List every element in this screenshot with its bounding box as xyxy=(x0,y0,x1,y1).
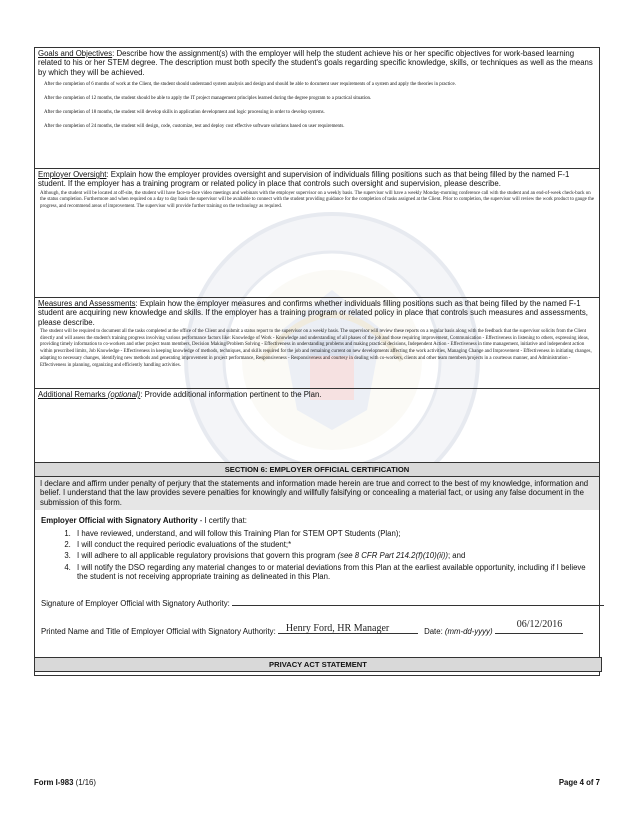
date-field[interactable] xyxy=(495,618,583,634)
goals-heading: Goals and Objectives xyxy=(38,49,113,58)
certification-item-2: 2. I will conduct the required periodic evaluations of the student;* xyxy=(73,540,593,549)
measures-heading: Measures and Assessments xyxy=(38,299,136,308)
oversight-section xyxy=(34,168,600,297)
printed-name-label: Printed Name and Title of Employer Official with Signatory Authority: xyxy=(41,627,276,637)
oversight-question xyxy=(35,169,599,191)
measures-answer[interactable]: The student will be required to document all the tasks completed at the office of the Client and submit a status report to the supervisor on a weekly basis. The supervisor will review these reports on a regular basis along with the feedback that the supervisor solicits from the Client directly and will assess the student's training progress involving various performance factors like: Knowledge of Work - Knowledge and understanding of all phases of the job and those requiring improvement, Communication - Effectiveness in listening to others, expressing ideas, providing timely information to co-workers and other project team members, Decision Making/Problem Solving - Effectiveness in understanding problems and making practical decisions, Independent Action - Effectiveness in time management, initiative and independent action within prescribed limits, Job Knowledge - Effectiveness in keeping knowledge of methods, techniques, and skills required for the job and remaining current on new developments affecting the work activities, Managing Change and Improvement - Effectiveness in initiating changes, adapting to necessary changes, identifying new methods and generating improvement in project performance, Responsiveness - Responsiveness and courtesy in dealing with co-workers, clients and other team members/projects in a courteous manner, and Administration - Effectiveness in planning, organizing and efficiently handling activities. xyxy=(40,328,592,368)
form-body xyxy=(34,47,600,676)
printed-name-field[interactable] xyxy=(278,622,418,634)
goals-plan-2: After the completion of 12 months, the student should be able to apply the IT project management principles learned during the degree program to a practical situation. xyxy=(44,95,372,101)
signatory-lead: Employer Official with Signatory Authority - I certify that: xyxy=(41,516,247,526)
privacy-act-header: PRIVACY ACT STATEMENT xyxy=(34,657,602,672)
remarks-section[interactable] xyxy=(34,388,600,462)
section6-declaration: I declare and affirm under penalty of perjury that the statements and information made herein are true and correct to the best of my knowledge, information and belief. I understand that the law provides severe penalties for knowingly and willfully falsifying or concealing a material fact, or using any false document in the submission of this form. xyxy=(35,477,599,510)
signature-label: Signature of Employer Official with Signatory Authority: xyxy=(41,598,230,608)
date-format: (mm-dd-yyyy) xyxy=(444,627,493,637)
date-label: Date: xyxy=(424,627,443,637)
oversight-answer[interactable]: Although, the student will be located at off-site, the student will have face-to-face video meetings and webinars with the employer supervisor on a weekly basis. The supervisor will have a weekly Monday-morning conference call with the student and an end-of-week check-back on the status completion. Furthermore and when required on a day to day basis the supervisor will be available to connect with the student providing guidance for the completion of tasks assigned at the Client. Prior to completion, the supervisor will review the work product to gauge the progress, and recommend areas of improvement. The supervisor will provide further training on the technology as required. xyxy=(40,190,595,210)
measures-section xyxy=(34,297,600,388)
remarks-question xyxy=(35,389,599,401)
goals-plan-3: After the completion of 18 months, the student will develop skills in application development and logic processing in order to develop systems. xyxy=(44,109,325,115)
page-number: Page 4 of 7 xyxy=(558,778,600,787)
printed-name-line xyxy=(41,618,593,637)
goals-plan-1: After the completion of 6 months of work at the Client, the student should understand system analysis and design and should be able to document user requirements of a system and apply the theories in practice. xyxy=(44,81,456,87)
printed-name-value: Henry Ford, HR Manager xyxy=(285,622,390,634)
form-number: Form I-983 (1/16) xyxy=(34,778,96,787)
certification-item-3: 3. I will adhere to all applicable regulatory provisions that govern this program (see 8 CFR Part 214.2(f)(10)(ii)); and xyxy=(73,551,593,560)
remarks-heading: Additional Remarks (optional) xyxy=(38,390,141,399)
remarks-question-text: : Provide additional information pertinent to the Plan. xyxy=(140,390,322,399)
certification-item-4: 4. I will notify the DSO regarding any material changes to or material deviations from this Plan at the earliest available opportunity, including if I believe the student is not receiving appropriate training as delineated in this Plan. xyxy=(73,563,593,582)
goals-question xyxy=(35,48,599,79)
signature-field[interactable] xyxy=(232,598,604,606)
section6 xyxy=(34,462,600,676)
section6-title: SECTION 6: EMPLOYER OFFICIAL CERTIFICATION xyxy=(35,463,599,477)
oversight-heading: Employer Oversight xyxy=(38,170,107,179)
measures-question xyxy=(35,298,599,329)
goals-question-text: : Describe how the assignment(s) with the employer will help the student achieve his or her specific objectives for work-based learning related to his or her STEM degree. The description must both specify the student's goals regarding specific knowledge, skills, or techniques as well as the means by which they will be achieved. xyxy=(38,49,593,77)
certification-list xyxy=(41,529,593,582)
goals-section xyxy=(34,47,600,168)
date-value: 06/12/2016 xyxy=(516,618,563,630)
certification-item-1: 1. I have reviewed, understand, and will follow this Training Plan for STEM OPT Students (Plan); xyxy=(73,529,593,538)
signatory-block xyxy=(35,510,599,640)
signature-line xyxy=(41,598,593,608)
oversight-question-text: : Explain how the employer provides oversight and supervision of individuals filling positions such as that being filled by the named F-1 student. If the employer has a training program or related policy in place that controls such oversight and supervision, please describe. xyxy=(38,170,570,189)
goals-plan-4: After the completion of 24 months, the student will design, code, customize, test and deploy cost effective software solutions based on user requirements. xyxy=(44,123,345,129)
goals-answer[interactable] xyxy=(35,79,599,135)
measures-question-text: : Explain how the employer measures and confirms whether individuals filling positions such as that being filled by the named F-1 student are acquiring new knowledge and skills. If the employer has a training program or related policy in place that controls such measures and assessments, please describe. xyxy=(38,299,588,327)
